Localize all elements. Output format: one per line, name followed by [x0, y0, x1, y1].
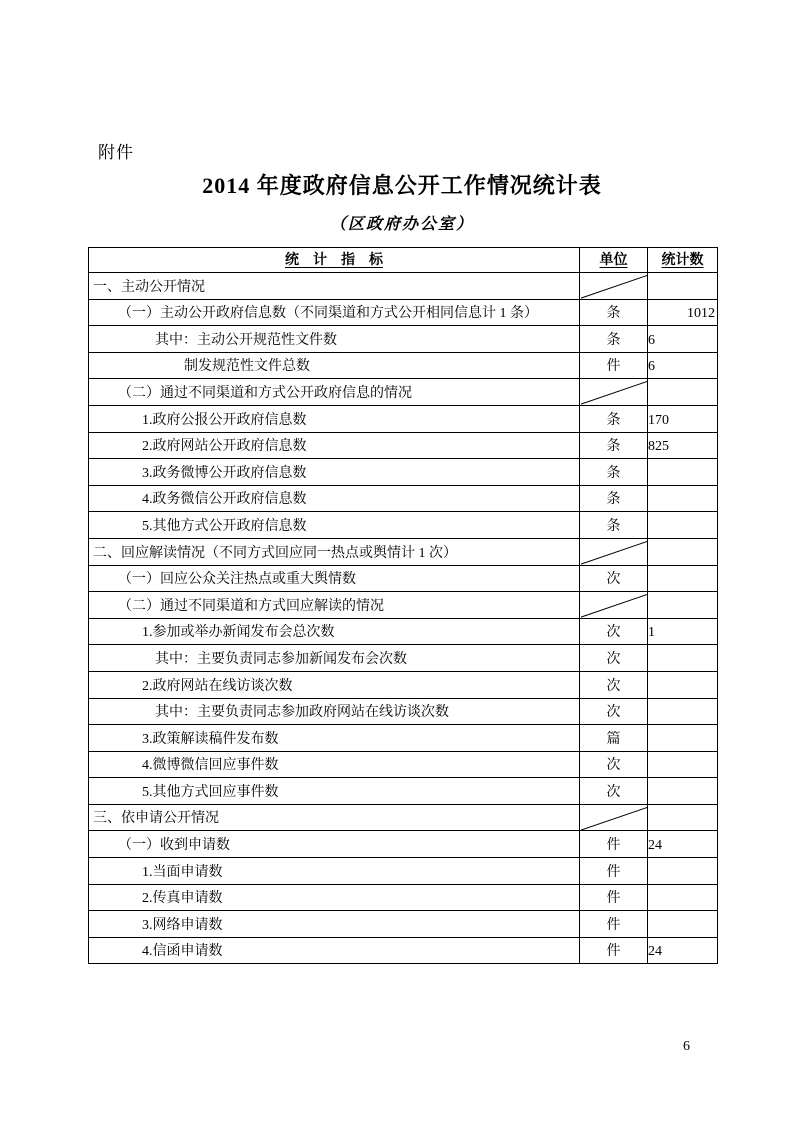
unit-cell: 次	[580, 751, 648, 778]
unit-cell	[580, 804, 648, 831]
indicator-label: （一）主动公开政府信息数（不同渠道和方式公开相同信息计 1 条）	[118, 306, 538, 322]
header-unit: 单位	[580, 248, 648, 273]
indicator-cell	[89, 299, 580, 326]
indicator-label: 3.政务微博公开政府信息数	[142, 465, 307, 481]
count-cell	[648, 778, 718, 805]
count-cell	[648, 858, 718, 885]
indicator-label: （二）通过不同渠道和方式回应解读的情况	[118, 598, 384, 614]
indicator-label: 2.政府网站在线访谈次数	[142, 678, 293, 694]
indicator-label: 4.信函申请数	[142, 944, 223, 960]
indicator-label: 其中：主动公开规范性文件数	[155, 332, 337, 348]
indicator-cell	[89, 485, 580, 512]
count-cell	[648, 645, 718, 672]
indicator-label: 其中：主要负责同志参加政府网站在线访谈次数	[155, 705, 449, 721]
indicator-cell	[89, 671, 580, 698]
unit-cell	[580, 273, 648, 300]
diagonal-slash	[580, 539, 647, 565]
table-row	[89, 352, 718, 379]
indicator-label: 三、依申请公开情况	[93, 811, 219, 827]
indicator-cell	[89, 352, 580, 379]
count-cell: 24	[648, 831, 718, 858]
indicator-cell	[89, 778, 580, 805]
table-row	[89, 379, 718, 406]
count-cell	[648, 725, 718, 752]
indicator-cell	[89, 831, 580, 858]
diagonal-slash	[580, 379, 647, 405]
indicator-cell	[89, 911, 580, 938]
header-indicator: 统 计 指 标	[89, 248, 580, 273]
table-row	[89, 778, 718, 805]
count-cell	[648, 565, 718, 592]
indicator-label: 4.政务微信公开政府信息数	[142, 492, 307, 508]
indicator-label: 2.传真申请数	[142, 891, 223, 907]
table-row	[89, 858, 718, 885]
indicator-label: 一、主动公开情况	[93, 279, 205, 295]
unit-cell: 条	[580, 459, 648, 486]
table-row	[89, 937, 718, 964]
unit-cell: 篇	[580, 725, 648, 752]
unit-cell: 次	[580, 778, 648, 805]
table-row	[89, 459, 718, 486]
indicator-cell	[89, 884, 580, 911]
indicator-cell	[89, 937, 580, 964]
count-cell	[648, 804, 718, 831]
unit-cell: 件	[580, 884, 648, 911]
document-title: 2014 年度政府信息公开工作情况统计表	[202, 173, 602, 198]
indicator-cell	[89, 459, 580, 486]
count-cell	[648, 698, 718, 725]
count-cell: 6	[648, 352, 718, 379]
count-cell	[648, 884, 718, 911]
table-row	[89, 671, 718, 698]
table-row	[89, 299, 718, 326]
indicator-label: 3.网络申请数	[142, 917, 223, 933]
table-row	[89, 751, 718, 778]
table-row	[89, 725, 718, 752]
unit-cell: 件	[580, 352, 648, 379]
count-cell: 1012	[648, 299, 718, 326]
count-cell: 170	[648, 405, 718, 432]
indicator-cell	[89, 751, 580, 778]
count-cell: 1	[648, 618, 718, 645]
indicator-label: （二）通过不同渠道和方式公开政府信息的情况	[118, 385, 412, 401]
table-row	[89, 538, 718, 565]
unit-cell: 件	[580, 911, 648, 938]
unit-cell: 条	[580, 299, 648, 326]
indicator-label: 2.政府网站公开政府信息数	[142, 439, 307, 455]
unit-cell: 件	[580, 831, 648, 858]
table-row	[89, 618, 718, 645]
indicator-cell	[89, 405, 580, 432]
unit-cell: 条	[580, 485, 648, 512]
indicator-label: （一）收到申请数	[118, 838, 230, 854]
unit-cell: 次	[580, 698, 648, 725]
unit-cell: 条	[580, 326, 648, 353]
table-row	[89, 565, 718, 592]
indicator-label: 其中：主要负责同志参加新闻发布会次数	[155, 651, 407, 667]
table-row	[89, 645, 718, 672]
count-cell: 6	[648, 326, 718, 353]
unit-cell: 次	[580, 618, 648, 645]
indicator-cell	[89, 725, 580, 752]
indicator-label: 1.参加或举办新闻发布会总次数	[142, 625, 335, 641]
table-header-row	[89, 248, 718, 273]
indicator-label: 二、回应解读情况（不同方式回应同一热点或舆情计 1 次）	[93, 545, 457, 561]
indicator-label: 1.当面申请数	[142, 864, 223, 880]
indicator-cell	[89, 273, 580, 300]
unit-cell: 次	[580, 565, 648, 592]
indicator-cell	[89, 858, 580, 885]
count-cell	[648, 512, 718, 539]
count-cell: 825	[648, 432, 718, 459]
table-row	[89, 512, 718, 539]
statistics-table	[88, 247, 718, 964]
table-row	[89, 911, 718, 938]
count-cell	[648, 751, 718, 778]
diagonal-slash	[580, 592, 647, 618]
indicator-cell	[89, 512, 580, 539]
diagonal-slash	[580, 273, 647, 299]
table-row	[89, 326, 718, 353]
indicator-cell	[89, 804, 580, 831]
table-row	[89, 884, 718, 911]
table-row	[89, 432, 718, 459]
table-row	[89, 485, 718, 512]
indicator-label: 5.其他方式公开政府信息数	[142, 518, 307, 534]
indicator-cell	[89, 379, 580, 406]
indicator-label: 3.政策解读稿件发布数	[142, 731, 279, 747]
unit-cell: 件	[580, 937, 648, 964]
indicator-cell	[89, 326, 580, 353]
unit-cell: 件	[580, 858, 648, 885]
diagonal-slash	[580, 805, 647, 831]
table-row	[89, 698, 718, 725]
table-row	[89, 804, 718, 831]
indicator-label: （一）回应公众关注热点或重大舆情数	[118, 572, 356, 588]
indicator-cell	[89, 618, 580, 645]
indicator-cell	[89, 698, 580, 725]
count-cell: 24	[648, 937, 718, 964]
table-row	[89, 831, 718, 858]
table-row	[89, 273, 718, 300]
indicator-cell	[89, 565, 580, 592]
count-cell	[648, 273, 718, 300]
count-cell	[648, 671, 718, 698]
indicator-cell	[89, 645, 580, 672]
table-row	[89, 592, 718, 619]
document-subtitle: （区政府办公室）	[329, 216, 474, 233]
count-cell	[648, 379, 718, 406]
unit-cell: 次	[580, 645, 648, 672]
count-cell	[648, 538, 718, 565]
indicator-label: 5.其他方式回应事件数	[142, 784, 279, 800]
page-number: 6	[683, 1039, 690, 1054]
count-cell	[648, 911, 718, 938]
indicator-cell	[89, 592, 580, 619]
indicator-label: 制发规范性文件总数	[184, 359, 310, 375]
unit-cell	[580, 592, 648, 619]
indicator-cell	[89, 432, 580, 459]
indicator-label: 4.微博微信回应事件数	[142, 758, 279, 774]
count-cell	[648, 592, 718, 619]
indicator-label: 1.政府公报公开政府信息数	[142, 412, 307, 428]
indicator-cell	[89, 538, 580, 565]
unit-cell: 条	[580, 512, 648, 539]
unit-cell: 条	[580, 405, 648, 432]
count-cell	[648, 459, 718, 486]
table-row	[89, 405, 718, 432]
unit-cell	[580, 379, 648, 406]
count-cell	[648, 485, 718, 512]
unit-cell: 次	[580, 671, 648, 698]
unit-cell	[580, 538, 648, 565]
unit-cell: 条	[580, 432, 648, 459]
header-count: 统计数	[648, 248, 718, 273]
attachment-label: 附件	[98, 143, 134, 162]
